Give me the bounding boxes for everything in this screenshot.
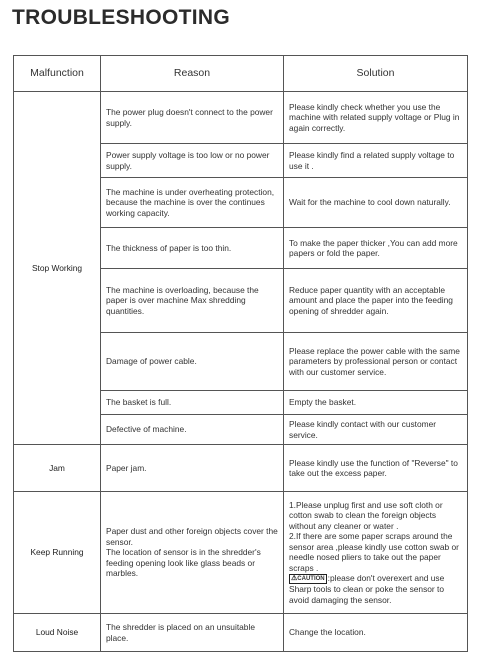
solution-cell: Please kindly check whether you use the machine with related supply voltage or Plug in again correctly. — [284, 92, 468, 144]
reason-cell: The machine is overloading, because the paper is over machine Max shredding quantities. — [101, 269, 284, 333]
reason-cell: The power plug doesn't connect to the power supply. — [101, 92, 284, 144]
malfunction-stop-working: Stop Working — [14, 92, 101, 445]
solution-cell: Change the location. — [284, 614, 468, 652]
solution-cell: Please replace the power cable with the same parameters by professional person or contact with our customer service. — [284, 333, 468, 391]
caution-label: CAUTION — [297, 576, 325, 583]
reason-cell: Defective of machine. — [101, 415, 284, 445]
solution-cell: Please kindly contact with our customer service. — [284, 415, 468, 445]
reason-cell: The machine is under overheating protection, because the machine is over the continues working capacity. — [101, 178, 284, 228]
reason-cell: The basket is full. — [101, 391, 284, 415]
header-solution: Solution — [284, 56, 468, 92]
solution-line — [289, 573, 462, 605]
reason-cell: Damage of power cable. — [101, 333, 284, 391]
table-row — [14, 614, 468, 652]
header-malfunction: Malfunction — [14, 56, 101, 92]
malfunction-jam: Jam — [14, 445, 101, 492]
table-row — [14, 445, 468, 492]
table-header-row — [14, 56, 468, 92]
reason-line: The location of sensor is in the shredder's feeding opening look like glass beads or marbles. — [106, 547, 261, 579]
page-title: TROUBLESHOOTING — [12, 6, 230, 29]
solution-cell — [284, 492, 468, 614]
reason-cell: Paper jam. — [101, 445, 284, 492]
troubleshooting-table — [13, 55, 468, 652]
reason-line: Paper dust and other foreign objects cover the sensor. — [106, 526, 278, 547]
solution-line: 1.Please unplug first and use soft cloth or cotton swab to clean the foreign objects without any cleaner or water . — [289, 499, 443, 531]
solution-cell: To make the paper thicker ,You can add more papers or fold the paper. — [284, 228, 468, 269]
solution-cell: Empty the basket. — [284, 391, 468, 415]
reason-cell — [101, 492, 284, 614]
table-row — [14, 92, 468, 144]
solution-cell: Wait for the machine to cool down naturally. — [284, 178, 468, 228]
malfunction-keep-running: Keep Running — [14, 492, 101, 614]
warning-triangle-icon: ⚠ — [291, 575, 298, 583]
reason-cell: The thickness of paper is too thin. — [101, 228, 284, 269]
malfunction-loud-noise: Loud Noise — [14, 614, 101, 652]
reason-cell: Power supply voltage is too low or no power supply. — [101, 144, 284, 178]
caution-text: :please don't overexert and use Sharp tools to clean or poke the sensor to avoid damaging the sensor. — [289, 573, 445, 605]
solution-cell: Please kindly use the function of "Reverse" to take out the excess paper. — [284, 445, 468, 492]
header-reason: Reason — [101, 56, 284, 92]
solution-cell: Reduce paper quantity with an acceptable amount and place the paper into the feeding opening of shredder again. — [284, 269, 468, 333]
table-row — [14, 492, 468, 614]
reason-cell: The shredder is placed on an unsuitable place. — [101, 614, 284, 652]
solution-line: 2.If there are some paper scraps around the sensor area ,please kindly use cotton swab or needle nosed pliers to take out the paper scraps . — [289, 531, 459, 573]
solution-cell: Please kindly find a related supply voltage to use it . — [284, 144, 468, 178]
caution-badge — [289, 574, 327, 584]
